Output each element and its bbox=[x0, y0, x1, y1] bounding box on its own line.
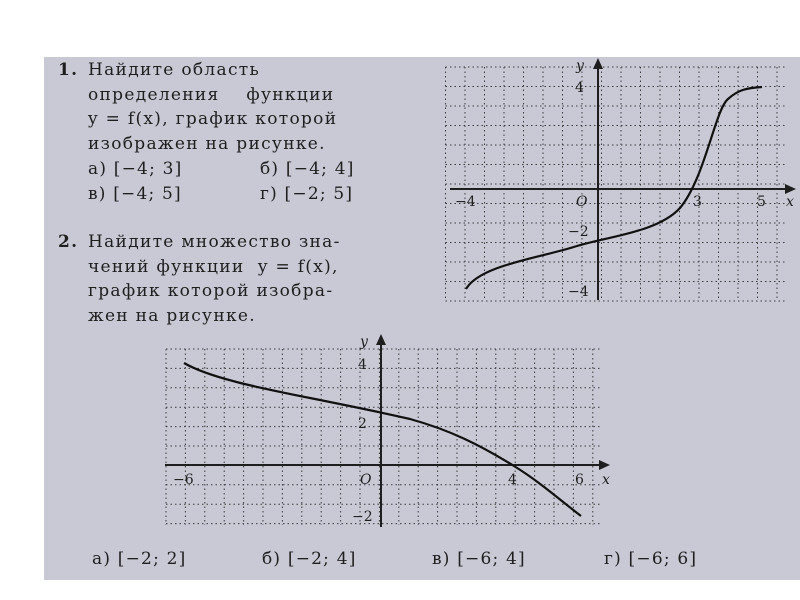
problem-1-line-2: определения функции bbox=[88, 84, 335, 105]
problem-2-option-d[interactable]: г) [−6; 6] bbox=[604, 549, 698, 569]
graph-2-x-label: x bbox=[602, 472, 610, 488]
graph-2-x-tick-4: 4 bbox=[508, 472, 517, 488]
problem-1-line-3: y = f(x), график которой bbox=[88, 109, 338, 129]
graph-2-grid bbox=[166, 349, 601, 525]
graph-1-y-label: y bbox=[576, 58, 584, 74]
graph-1-y-tick-neg4: −4 bbox=[568, 284, 589, 300]
problem-2-option-b[interactable]: б) [−2; 4] bbox=[262, 549, 357, 569]
problem-1-option-c[interactable]: в) [−4; 5] bbox=[88, 184, 182, 204]
problem-1-option-a[interactable]: а) [−4; 3] bbox=[88, 159, 183, 179]
problem-2-line-1: Найдите множество зна- bbox=[88, 232, 341, 252]
problem-2-line-3: график которой изобра- bbox=[88, 281, 334, 301]
graph-1-x-tick-5: 5 bbox=[757, 194, 766, 210]
problem-2-number: 2. bbox=[58, 232, 79, 252]
problem-1-line-1: Найдите область bbox=[88, 60, 261, 80]
graph-2-y-tick-2: 2 bbox=[358, 416, 367, 432]
graph-1-x-label: x bbox=[786, 194, 794, 210]
problem-2-line-4: жен на рисунке. bbox=[88, 305, 256, 326]
problem-1-line-4: изображен на рисунке. bbox=[88, 133, 326, 154]
problem-2-option-c[interactable]: в) [−6; 4] bbox=[432, 549, 526, 569]
problem-2-line-2: чений функции y = f(x), bbox=[88, 256, 339, 277]
graph-2-y-arrow bbox=[376, 334, 386, 345]
problem-2-option-a[interactable]: а) [−2; 2] bbox=[92, 549, 187, 569]
graph-1-y-tick-4: 4 bbox=[575, 80, 584, 96]
graph-2-x-tick-6: 6 bbox=[575, 472, 584, 488]
problem-1-number: 1. bbox=[58, 60, 79, 80]
graph-1-x-tick-neg4: −4 bbox=[455, 194, 476, 210]
graph-2-y-label: y bbox=[360, 334, 368, 350]
graph-2-origin: O bbox=[360, 472, 372, 488]
graph-2-x-arrow bbox=[599, 460, 610, 470]
graph-2-y-tick-4: 4 bbox=[358, 357, 367, 373]
problem-1-option-b[interactable]: б) [−4; 4] bbox=[260, 159, 355, 179]
graph-1-y-tick-neg2: −2 bbox=[568, 224, 589, 240]
graph-2-y-tick-neg2: −2 bbox=[352, 509, 373, 525]
graph-1-x-tick-3: 3 bbox=[693, 194, 702, 210]
graph-2-x-tick-neg6: −6 bbox=[173, 472, 194, 488]
problem-1-option-d[interactable]: г) [−2; 5] bbox=[260, 184, 354, 204]
graph-1-origin: O bbox=[576, 194, 588, 210]
